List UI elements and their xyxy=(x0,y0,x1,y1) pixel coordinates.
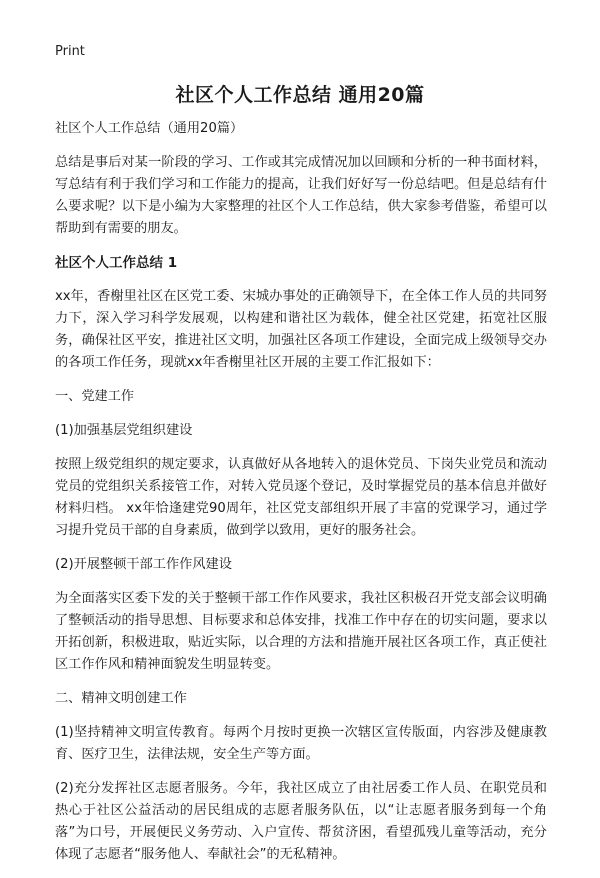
subheading: (2)开展整顿干部工作作风建设 xyxy=(55,557,232,572)
paragraph: 为全面落实区委下发的关于整顿干部工作作风要求，我社区积极召开党支部会议明确了整顿活动的指导思想、目标要求和总体安排，找准工作中存在的切实问题，要求以开拓创新，积极进取，贴近实际，以合理的方法和措施开展社区各项工作，真正使社区工作作风和精神面貌发生明显转变。 xyxy=(55,591,547,672)
heading-civilization: 二、精神文明创建工作 xyxy=(55,691,187,706)
paragraph: (2)充分发挥社区志愿者服务。今年，我社区成立了由社居委工作人员、在职党员和热心于社区公益活动的居民组成的志愿者服务队伍，以“让志愿者服务到每一个角落”为口号，开展便民义务劳动、入户宣传、帮贫济困，看望孤残儿童等活动，充分体现了志愿者“服务他人、奉献社会”的无私精神。 xyxy=(55,781,547,862)
paragraph: 按照上级党组织的规定要求，认真做好从各地转入的退休党员、下岗失业党员和流动党员的党组织关系接管工作，对转入党员逐个登记，及时掌握党员的基本信息并做好材料归档。 xx年恰逢建党90周年，社区党支部组织开展了丰富的党课学习，通过学习提升党员干部的自身素质，做到学以致用，更好的服务社会。 xyxy=(55,457,547,538)
document-body xyxy=(55,118,547,878)
section-heading: 社区个人工作总结 1 xyxy=(55,255,178,271)
page-title: 社区个人工作总结 通用20篇 xyxy=(175,84,425,106)
intro-paragraph: 总结是事后对某一阶段的学习、工作或其完成情况加以回顾和分析的一种书面材料，写总结有利于我们学习和工作能力的提高，让我们好好写一份总结吧。但是总结有什么要求呢？以下是小编为大家整理的社区个人工作总结，供大家参考借鉴，希望可以帮助到有需要的朋友。 xyxy=(55,155,547,236)
heading-party-building: 一、党建工作 xyxy=(55,389,135,404)
subheading: (1)加强基层党组织建设 xyxy=(55,423,193,438)
subtitle: 社区个人工作总结（通用20篇） xyxy=(55,121,244,136)
paragraph: (1)坚持精神文明宣传教育。每两个月按时更换一次辖区宣传版面，内容涉及健康教育、医疗卫生，法律法规，安全生产等方面。 xyxy=(55,725,547,762)
paragraph: xx年，香榭里社区在区党工委、宋城办事处的正确领导下，在全体工作人员的共同努力下，深入学习科学发展观，以构建和谐社区为载体，健全社区党建，拓宽社区服务，确保社区平安，推进社区文明，加强社区各项工作建设，全面完成上级领导交办的各项工作任务，现就xx年香榭里社区开展的主要工作汇报如下： xyxy=(55,289,547,370)
print-label[interactable]: Print xyxy=(55,44,85,59)
